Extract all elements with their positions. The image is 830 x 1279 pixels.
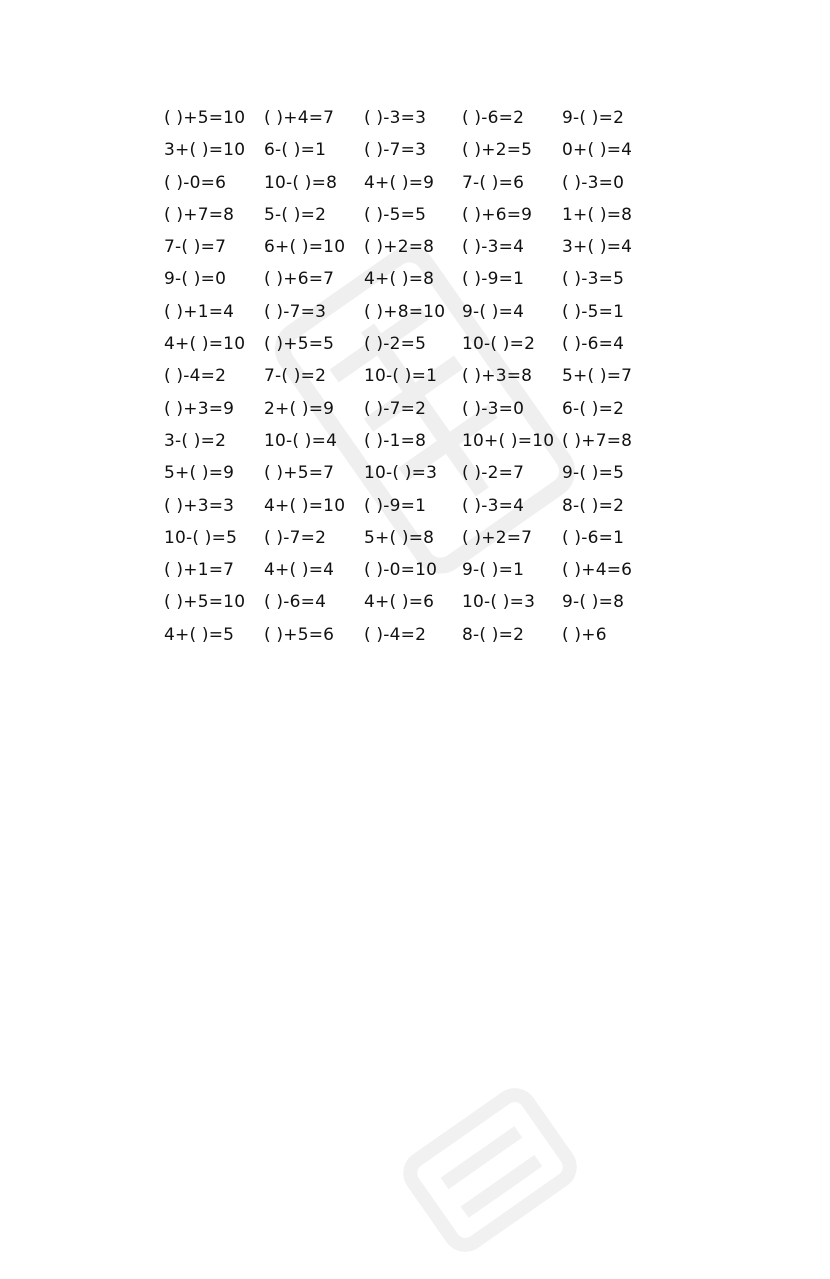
equation-row	[0, 621, 830, 653]
equation-item: ( )+5=5	[264, 334, 335, 355]
equation-row	[0, 556, 830, 588]
equation-item: ( )+7=8	[164, 204, 235, 225]
equation-item: ( )-2=5	[364, 334, 427, 355]
equation-item: ( )+3=9	[164, 398, 235, 419]
equation-item: ( )-7=3	[364, 140, 427, 161]
equation-item: ( )-3=0	[562, 172, 625, 193]
equation-item: ( )-4=2	[164, 366, 227, 387]
equation-item: 3+( )=10	[164, 140, 246, 161]
equation-item: ( )+3=8	[462, 366, 533, 387]
equation-item: 7-( )=2	[264, 366, 327, 387]
equation-item: ( )+7=8	[562, 430, 633, 451]
watermark-logo-bottom-icon	[376, 1061, 604, 1279]
equation-item: ( )+6	[562, 624, 607, 645]
equation-item: 9-( )=0	[164, 269, 227, 290]
equation-row	[0, 492, 830, 524]
equation-item: ( )-6=4	[562, 334, 625, 355]
equation-item: ( )-5=1	[562, 301, 625, 322]
equation-item: 7-( )=6	[462, 172, 525, 193]
equation-row	[0, 427, 830, 459]
equation-item: 1+( )=8	[562, 204, 633, 225]
equation-item: ( )+4=7	[264, 108, 335, 128]
equation-item: ( )-7=2	[264, 527, 327, 548]
equation-item: ( )-1=8	[364, 430, 427, 451]
equation-item: 4+( )=5	[164, 624, 235, 645]
equation-item: ( )+2=7	[462, 527, 533, 548]
equation-item: 10-( )=2	[462, 334, 536, 355]
equation-item: ( )-6=1	[562, 527, 625, 548]
equation-row	[0, 298, 830, 330]
equation-item: ( )+1=7	[164, 560, 235, 581]
equation-item: 4+( )=10	[264, 495, 346, 516]
equation-item: 5-( )=2	[264, 204, 327, 225]
equation-item: 4+( )=9	[364, 172, 435, 193]
equation-item: ( )+2=5	[462, 140, 533, 161]
equation-item: 10-( )=8	[264, 172, 338, 193]
equation-item: 10-( )=3	[364, 463, 438, 484]
equation-item: ( )-7=2	[364, 398, 427, 419]
equation-item: 4+( )=8	[364, 269, 435, 290]
equation-item: ( )-6=4	[264, 592, 327, 613]
equation-item: ( )+4=6	[562, 560, 633, 581]
equation-item: 10-( )=5	[164, 527, 238, 548]
equation-item: 6-( )=2	[562, 398, 625, 419]
equation-item: ( )+1=4	[164, 301, 235, 322]
equation-item: ( )-3=4	[462, 495, 525, 516]
equation-item: ( )+6=7	[264, 269, 335, 290]
equation-item: 3-( )=2	[164, 430, 227, 451]
equation-row	[0, 169, 830, 201]
equation-item: 9-( )=8	[562, 592, 625, 613]
equation-item: 9-( )=1	[462, 560, 525, 581]
equation-item: ( )+2=8	[364, 237, 435, 258]
equation-item: 7-( )=7	[164, 237, 227, 258]
equation-item: ( )-7=3	[264, 301, 327, 322]
equation-item: 9-( )=2	[562, 108, 625, 128]
equation-item: ( )-9=1	[462, 269, 525, 290]
equation-item: ( )+5=10	[164, 108, 246, 128]
equation-row	[0, 104, 830, 136]
equation-item: ( )-2=7	[462, 463, 525, 484]
equation-item: 2+( )=9	[264, 398, 335, 419]
equation-item: ( )-3=0	[462, 398, 525, 419]
equation-item: ( )+3=3	[164, 495, 235, 516]
equation-item: 8-( )=2	[562, 495, 625, 516]
equation-item: ( )-0=6	[164, 172, 227, 193]
equation-row	[0, 395, 830, 427]
equation-item: 0+( )=4	[562, 140, 633, 161]
equation-row	[0, 136, 830, 168]
equation-item: ( )-5=5	[364, 204, 427, 225]
equation-item: 6-( )=1	[264, 140, 327, 161]
equation-item: ( )-9=1	[364, 495, 427, 516]
equation-row	[0, 201, 830, 233]
equation-item: ( )+5=7	[264, 463, 335, 484]
equation-row	[0, 588, 830, 620]
equation-item: ( )+5=10	[164, 592, 246, 613]
equation-item: 5+( )=7	[562, 366, 633, 387]
equation-item: ( )-3=3	[364, 108, 427, 128]
equation-row	[0, 265, 830, 297]
equation-item: ( )+6=9	[462, 204, 533, 225]
equation-item: 10+( )=10	[462, 430, 555, 451]
equation-item: ( )-3=4	[462, 237, 525, 258]
equation-item: 3+( )=4	[562, 237, 633, 258]
equation-item: 9-( )=4	[462, 301, 525, 322]
equation-item: 4+( )=6	[364, 592, 435, 613]
equation-item: ( )+5=6	[264, 624, 335, 645]
equation-item: 5+( )=8	[364, 527, 435, 548]
equation-item: 6+( )=10	[264, 237, 346, 258]
equation-item: ( )-4=2	[364, 624, 427, 645]
equation-item: 9-( )=5	[562, 463, 625, 484]
equation-item: ( )-0=10	[364, 560, 438, 581]
equation-item: ( )-3=5	[562, 269, 625, 290]
equation-row	[0, 362, 830, 394]
equation-item: ( )+8=10	[364, 301, 446, 322]
equation-item: 4+( )=10	[164, 334, 246, 355]
equation-item: 10-( )=1	[364, 366, 438, 387]
equation-item: 10-( )=4	[264, 430, 338, 451]
equation-row	[0, 459, 830, 491]
equation-row	[0, 233, 830, 265]
equation-row	[0, 524, 830, 556]
equation-item: 4+( )=4	[264, 560, 335, 581]
equation-item: 5+( )=9	[164, 463, 235, 484]
equation-grid	[0, 104, 830, 653]
equation-row	[0, 330, 830, 362]
equation-item: 10-( )=3	[462, 592, 536, 613]
equation-item: 8-( )=2	[462, 624, 525, 645]
equation-item: ( )-6=2	[462, 108, 525, 128]
